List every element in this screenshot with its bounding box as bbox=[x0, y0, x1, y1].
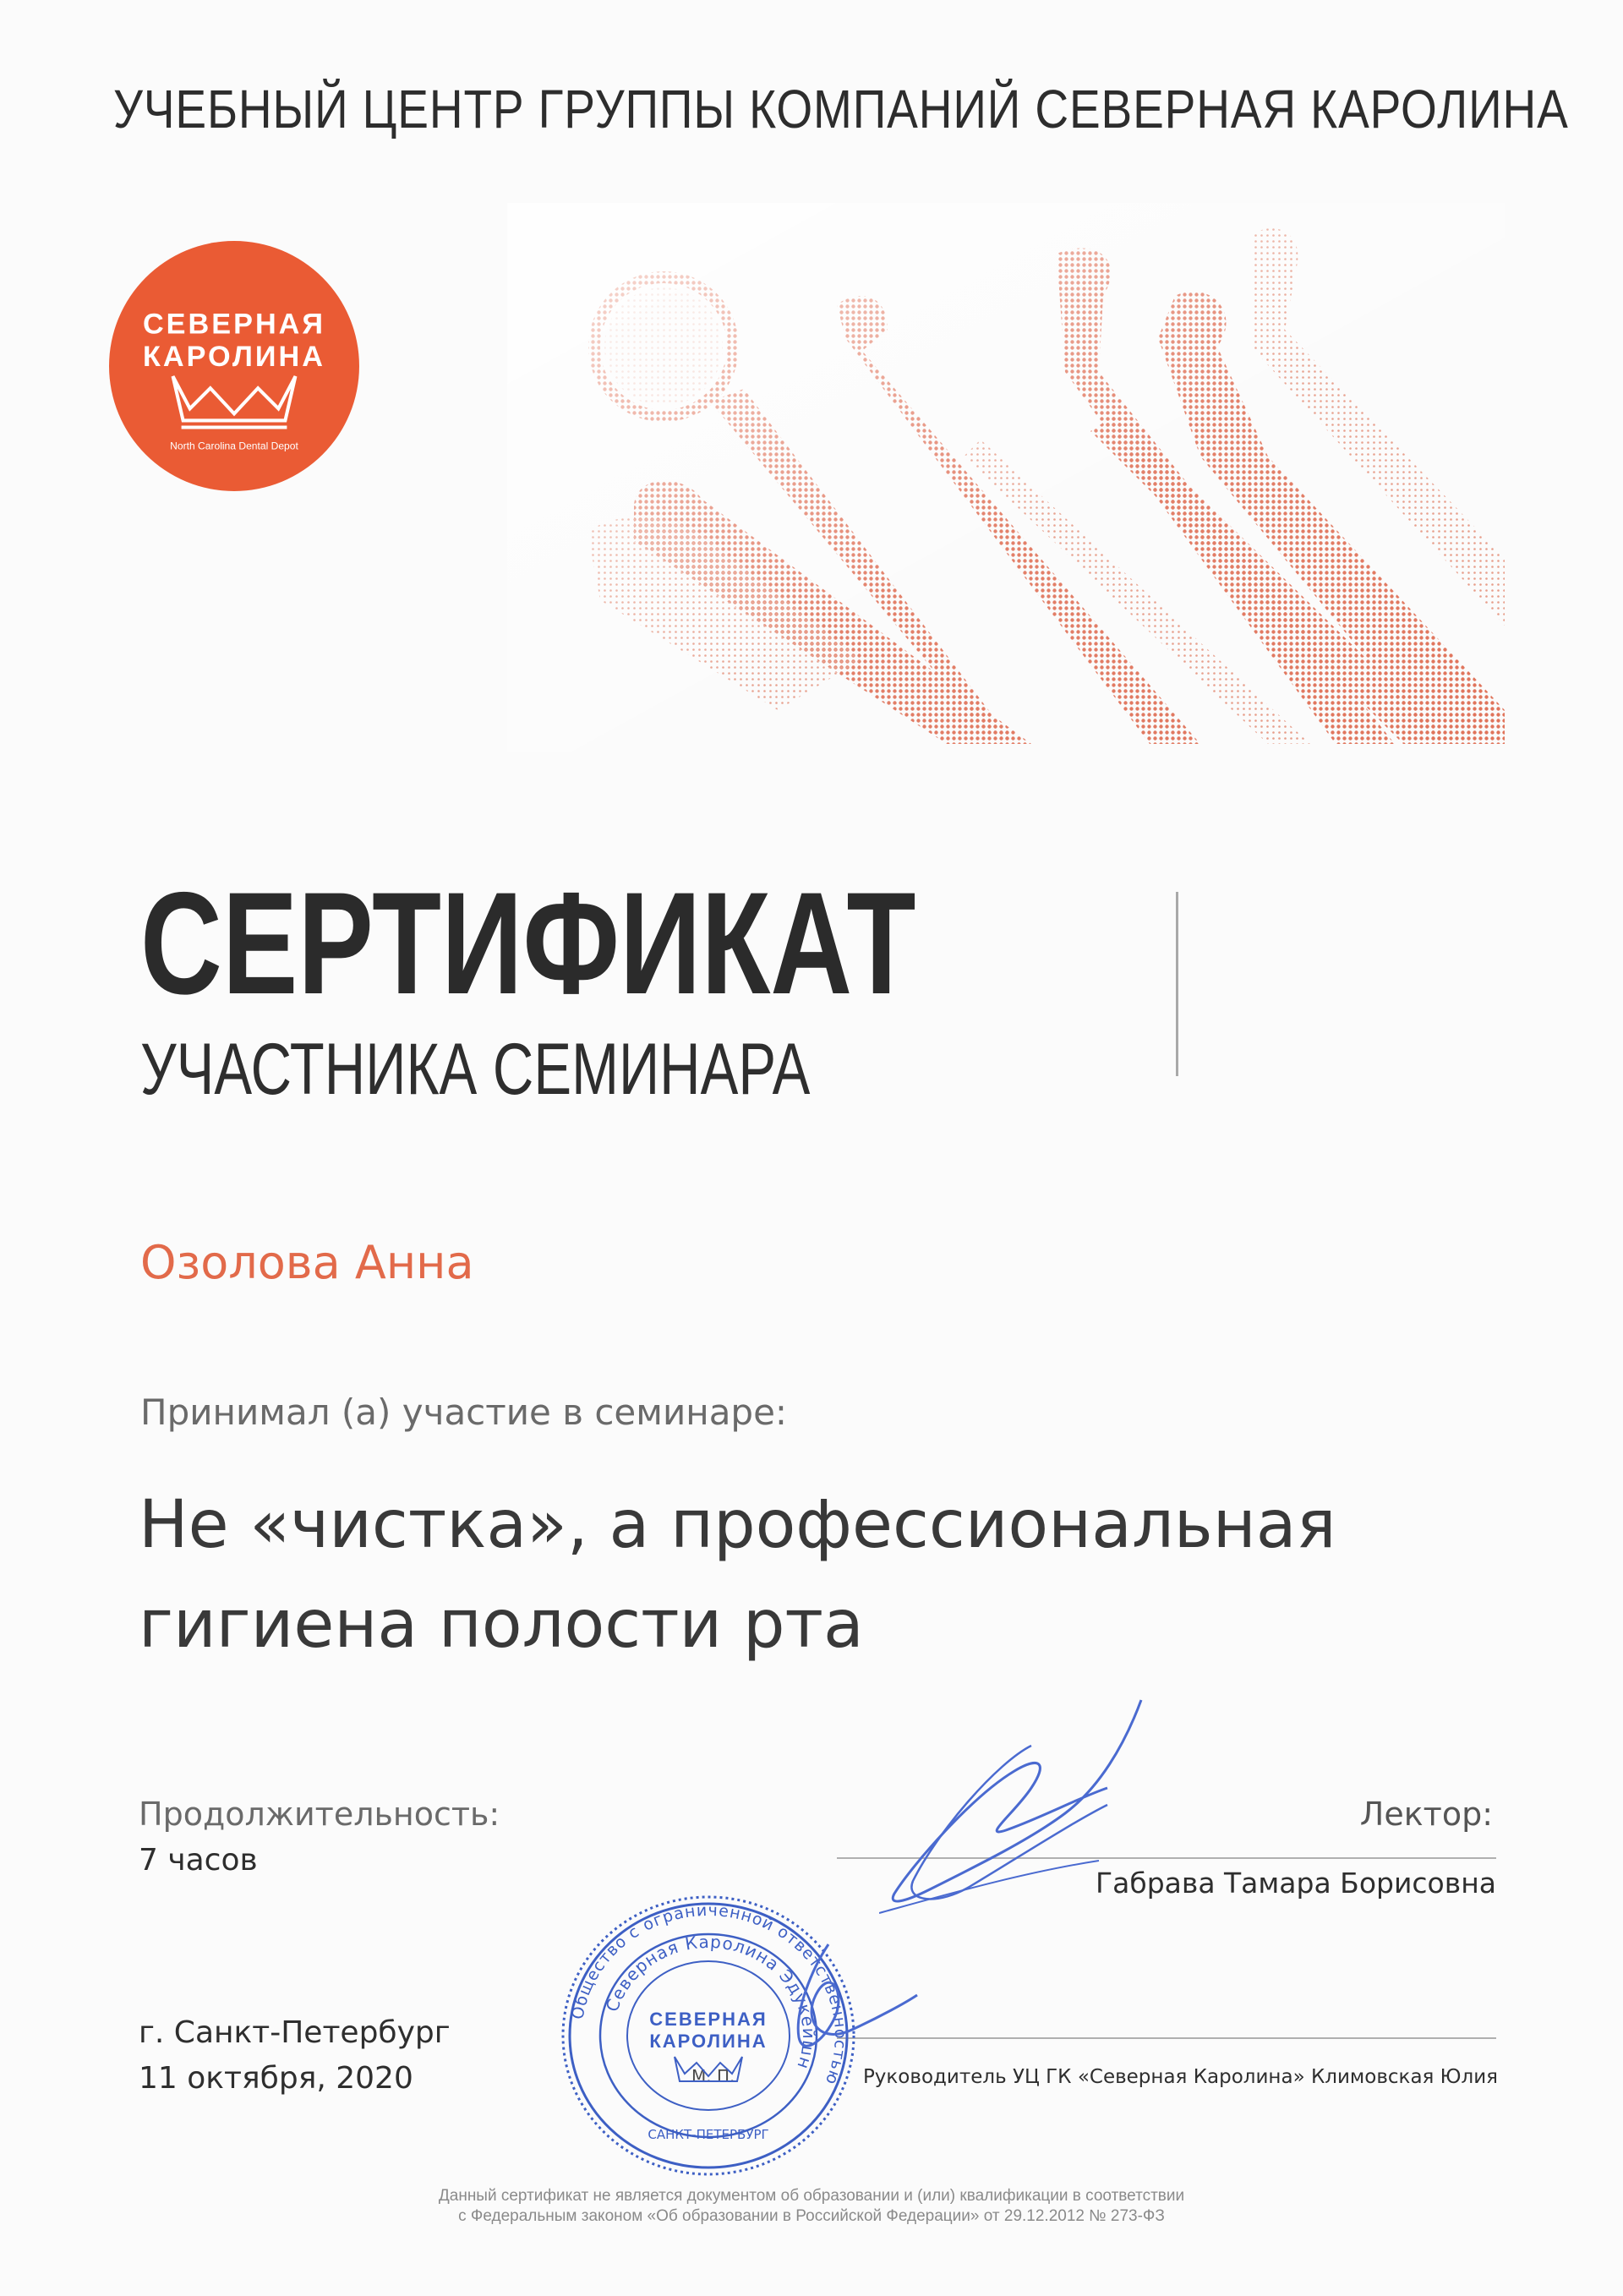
stamp-outer-text: Общество с ограниченной ответственностью bbox=[568, 1900, 850, 2088]
dental-instruments-illustration bbox=[507, 203, 1505, 752]
logo-line2: КАРОЛИНА bbox=[143, 341, 325, 373]
seminar-title: Не «чистка», а профессиональная гигиена полости рта bbox=[139, 1487, 1336, 1663]
logo-line1: СЕВЕРНАЯ bbox=[142, 308, 326, 341]
stamp-logo-line2: КАРОЛИНА bbox=[649, 2031, 768, 2052]
director-title-name: Руководитель УЦ ГК «Северная Каролина» Климовская Юлия bbox=[862, 2066, 1498, 2088]
stamp-place-label: М. П. bbox=[691, 2066, 735, 2086]
logo-tagline: North Carolina Dental Depot bbox=[170, 440, 298, 452]
company-logo bbox=[107, 238, 362, 494]
vertical-divider bbox=[1176, 892, 1178, 1076]
lecturer-signature bbox=[879, 1695, 1158, 1923]
organization-title: УЧЕБНЫЙ ЦЕНТР ГРУППЫ КОМПАНИЙ СЕВЕРНАЯ КАРОЛИНА bbox=[113, 79, 1569, 139]
city: г. Санкт-Петербург bbox=[139, 2015, 451, 2050]
certificate-title: СЕРТИФИКАТ bbox=[140, 862, 916, 1025]
certificate-subtitle: УЧАСТНИКА СЕМИНАРА bbox=[140, 1029, 811, 1110]
lecturer-name: Габрава Тамара Борисовна bbox=[1096, 1867, 1496, 1900]
director-signature bbox=[778, 1936, 921, 2071]
legal-disclaimer bbox=[0, 2186, 1623, 2227]
director-signature-line bbox=[837, 2037, 1496, 2039]
duration-value: 7 часов bbox=[139, 1843, 258, 1878]
stamp-inner-text: Северная Каролина Эдукейшн bbox=[601, 1931, 820, 2073]
stamp-city: САНКТ-ПЕТЕРБУРГ bbox=[648, 2127, 769, 2142]
duration-label: Продолжительность: bbox=[139, 1796, 500, 1833]
disclaimer-line2: с Федеральным законом «Об образовании в Российской Федерации» от 29.12.2012 № 273-ФЗ bbox=[458, 2207, 1165, 2225]
certificate-heading bbox=[140, 862, 1134, 1110]
issue-date: 11 октября, 2020 bbox=[139, 2061, 413, 2096]
stamp-crown-icon bbox=[675, 2057, 742, 2081]
participation-intro: Принимал (а) участие в семинаре: bbox=[140, 1391, 788, 1433]
participant-name: Озолова Анна bbox=[140, 1236, 474, 1289]
stamp-logo-line1: СЕВЕРНАЯ bbox=[649, 2009, 768, 2030]
disclaimer-line1: Данный сертификат не является документом об образовании и (или) квалификации в соответствии bbox=[438, 2187, 1185, 2205]
lecturer-label: Лектор: bbox=[1359, 1796, 1493, 1833]
